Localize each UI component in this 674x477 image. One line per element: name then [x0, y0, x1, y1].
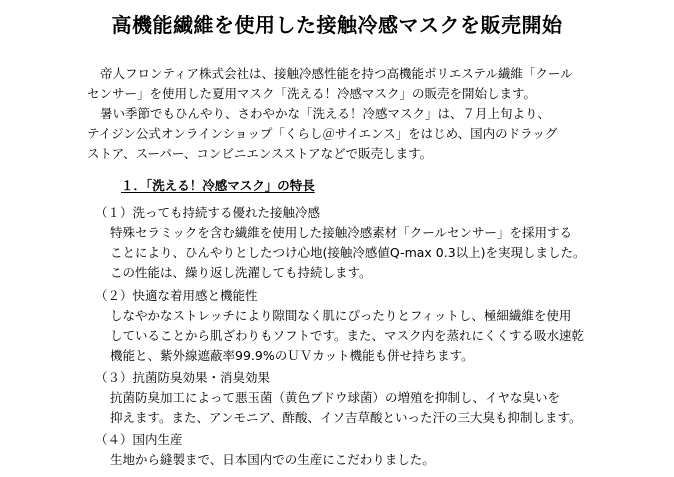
intro-line: 暑い季節でもひんやり、さわやかな「洗える！冷感マスク」は、７月上旬より、 — [100, 106, 551, 121]
feature-line: 抗菌防臭加工によって悪玉菌（黄色ブドウ球菌）の増殖を抑制し、イヤな臭いを — [110, 390, 561, 405]
feature-line: していることから肌ざわりもソフトです。また、マスク内を蒸れにくくする吸水速乾 — [110, 328, 585, 343]
feature-line: 抑えます。また、アンモニア、酢酸、イソ吉草酸といった汗の三大臭も抑制します。 — [110, 410, 582, 425]
intro-line: ストア、スーパー、コンビニエンスストアなどで販売します。 — [87, 146, 433, 161]
feature-line: 機能と、紫外線遮蔽率99.9%のＵＶカット機能も併せ持ちます。 — [110, 348, 474, 363]
feature-line: 生地から縫製まで、日本国内での生産にこだわりました。 — [110, 452, 435, 467]
feature-line: 特殊セラミックを含む繊維を使用した接触冷感素材「クールセンサー」を採用する — [110, 225, 573, 240]
intro-line: 帝人フロンティア株式会社は、接触冷感性能を持つ高機能ポリエステル繊維「クール — [100, 66, 573, 81]
feature-line: しなやかなストレッチにより隙間なく肌にぴったりとフィットし、極細繊維を使用 — [110, 308, 572, 323]
intro-line: テイジン公式オンラインショップ「くらし＠サイエンス」をはじめ、国内のドラッグ — [87, 126, 558, 141]
feature-line: この性能は、繰り返し洗濯しても持続します。 — [110, 265, 372, 280]
feature-heading: （４）国内生産 — [95, 432, 183, 447]
intro-line: センサー」を使用した夏用マスク「洗える！冷感マスク」の販売を開始します。 — [87, 86, 537, 101]
document-title: 高機能繊維を使用した接触冷感マスクを販売開始 — [111, 13, 563, 37]
feature-heading: （１）洗っても持続する優れた接触冷感 — [95, 205, 321, 220]
feature-heading: （３）抗菌防臭効果・消臭効果 — [95, 370, 271, 385]
section-heading: １．「洗える！冷感マスク」の特長 — [121, 178, 315, 193]
feature-heading: （２）快適な着用感と機能性 — [95, 288, 258, 303]
feature-line: ことにより、ひんやりとしたつけ心地(接触冷感値Q-max 0.3以上)を実現しました。 — [110, 245, 586, 260]
